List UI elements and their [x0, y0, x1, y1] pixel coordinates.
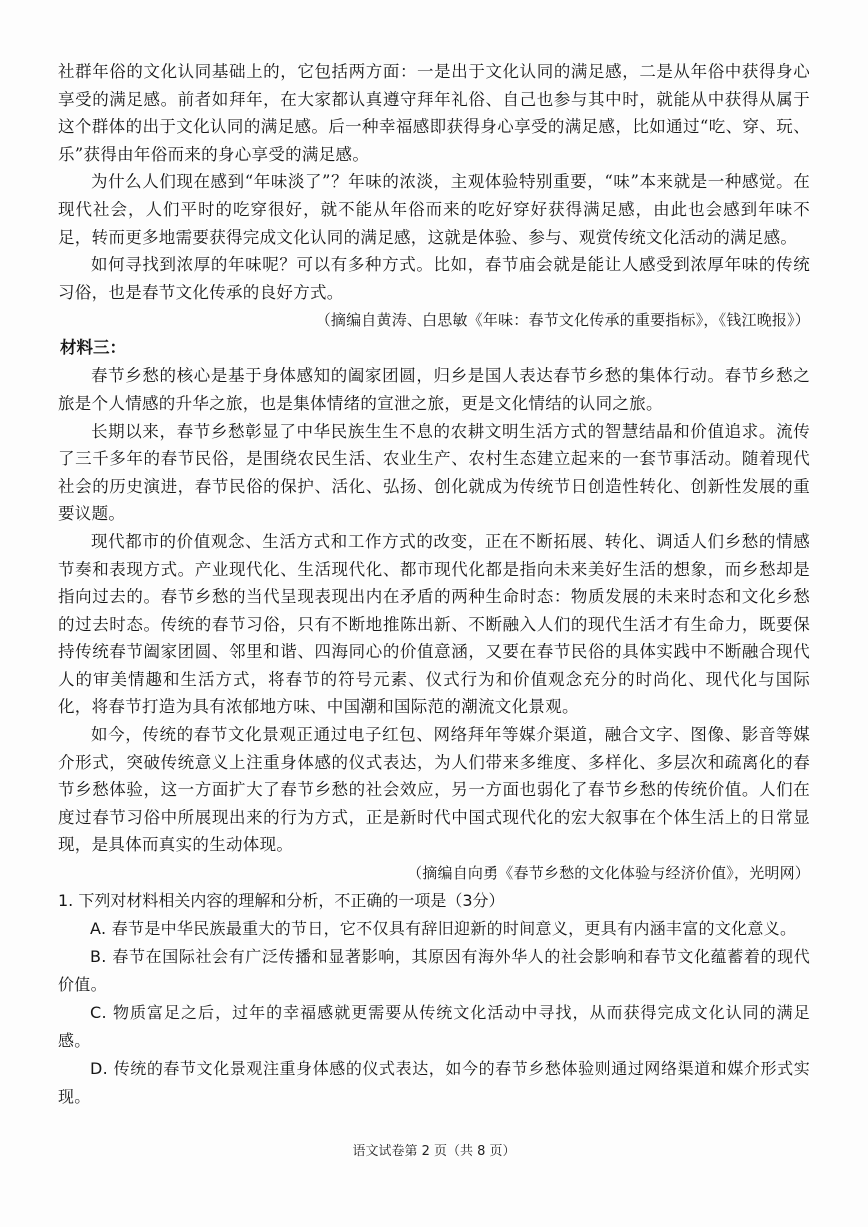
- source-citation: （摘编自黄涛、白思敏《年味：春节文化传承的重要指标》，《钱江晚报》）: [315, 311, 810, 330]
- passage-paragraph: 社群年俗的文化认同基础上的，它包括两方面：一是出于文化认同的满足感，二是从年俗中获得身心享受的满足感。前者如拜年，在大家都认真遵守拜年礼俗、自己也参与其中时，就能从中获得从属于这个群体的出于文化认同的满足感。后一种幸福感即获得身心享受的满足感，比如通过“吃、穿、玩、乐”获得由年俗而来的身心享受的满足感。: [58, 62, 810, 164]
- passage-paragraph: 春节乡愁的核心是基于身体感知的阖家团圆，归乡是国人表达春节乡愁的集体行动。春节乡愁之旅是个人情感的升华之旅，也是集体情绪的宣泄之旅，更是文化情结的认同之旅。: [58, 366, 810, 413]
- source-citation: （摘编自向勇《春节乡愁的文化体验与经济价值》，光明网）: [407, 864, 810, 883]
- question-stem: 1. 下列对材料相关内容的理解和分析，不正确的一项是（3分）: [58, 891, 505, 911]
- passage-paragraph: 如今，传统的春节文化景观正通过电子红包、网络拜年等媒介渠道，融合文字、图像、影音等媒介形式，突破传统意义上注重身体感的仪式表达，为人们带来多维度、多样化、多层次和疏离化的春节乡愁体验，这一方面扩大了春节乡愁的社会效应，另一方面也弱化了春节乡愁的传统价值。人们在度过春节习俗中所展现出来的行为方式，正是新时代中国式现代化的宏大叙事在个体生活上的日常显现，是具体而真实的生动体现。: [58, 725, 810, 855]
- page-footer: 语文试卷第 2 页（共 8 页）: [352, 1144, 516, 1159]
- passage-paragraph: 现代都市的价值观念、生活方式和工作方式的改变，正在不断拓展、转化、调适人们乡愁的情感节奏和表现方式。产业现代化、生活现代化、都市现代化都是指向未来美好生活的想象，而乡愁却是指向过去的。春节乡愁的当代呈现表现出内在矛盾的两种生命时态：物质发展的未来时态和文化乡愁的过去时态。传统的春节习俗，只有不断地推陈出新、不断融入人们的现代生活才有生命力，既要保持传统春节阖家团圆、邻里和谐、四海同心的价值意涵，又要在春节民俗的具体实践中不断融合现代人的审美情趣和生活方式，将春节的符号元素、仪式行为和价值观念充分的时尚化、现代化与国际化，将春节打造为具有浓郁地方味、中国潮和国际范的潮流文化景观。: [58, 531, 810, 717]
- passage-paragraph: 为什么人们现在感到“年味淡了”？年味的浓淡，主观体验特别重要，“味”本来就是一种感觉。在现代社会，人们平时的吃穿很好，就不能从年俗而来的吃好穿好获得满足感，由此也会感到年味不足，转而更多地需要获得完成文化认同的满足感，这就是体验、参与、观赏传统文化活动的满足感。: [58, 172, 810, 247]
- answer-option-a: A. 春节是中华民族最重大的节日，它不仅具有辞旧迎新的时间意义，更具有内涵丰富的文化意义。: [90, 919, 797, 939]
- answer-option-c: C. 物质富足之后，过年的幸福感就更需要从传统文化活动中寻找，从而获得完成文化认同的满足感。: [58, 1003, 810, 1051]
- page-content: [58, 58, 810, 1111]
- material-3-heading: 材料三：: [60, 338, 126, 358]
- answer-option-b: B. 春节在国际社会有广泛传播和显著影响，其原因有海外华人的社会影响和春节文化蕴蓄着的现代价值。: [58, 947, 810, 995]
- passage-paragraph: 如何寻找到浓厚的年味呢？可以有多种方式。比如，春节庙会就是能让人感受到浓厚年味的传统习俗，也是春节文化传承的良好方式。: [58, 255, 810, 302]
- answer-option-d: D. 传统的春节文化景观注重身体感的仪式表达，如今的春节乡愁体验则通过网络渠道和媒介形式实现。: [58, 1059, 810, 1107]
- passage-paragraph: 长期以来，春节乡愁彰显了中华民族生生不息的农耕文明生活方式的智慧结晶和价值追求。流传了三千多年的春节民俗，是围绕农民生活、农业生产、农村生态建立起来的一套节事活动。随着现代社会的历史演进，春节民俗的保护、活化、弘扬、创化就成为传统节日创造性转化、创新性发展的重要议题。: [58, 421, 810, 524]
